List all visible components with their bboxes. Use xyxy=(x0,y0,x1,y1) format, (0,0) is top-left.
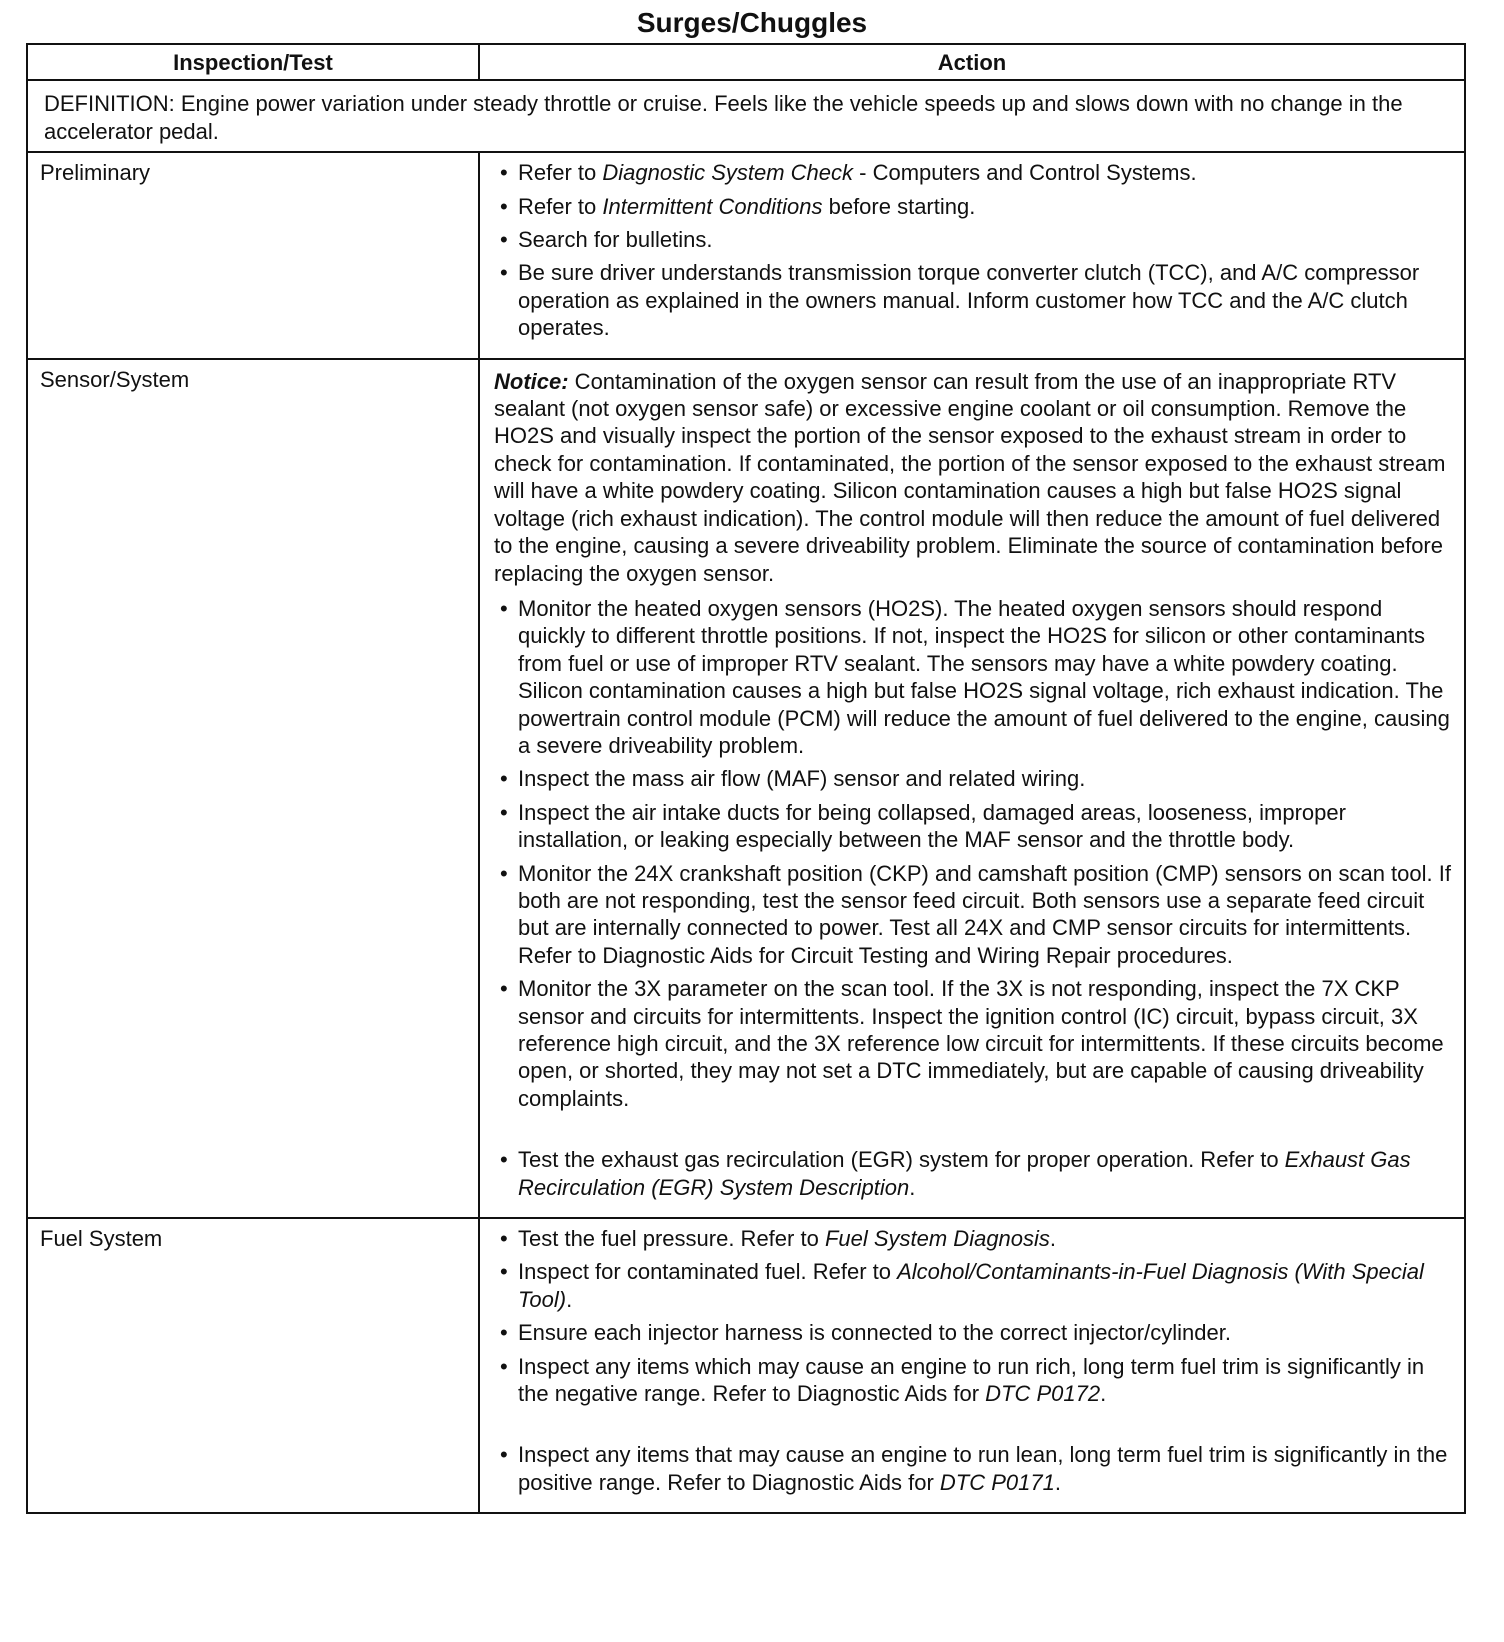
list-item: • Test the exhaust gas recirculation (EGR) system for proper operation. Refer to Exhaust Gas Recirculation (EGR) System Description. xyxy=(494,1146,1454,1201)
list-item: • Search for bulletins. xyxy=(494,226,1454,253)
row-label-sensor-system: Sensor/System xyxy=(27,359,479,1218)
list-item: • Inspect any items which may cause an engine to run rich, long term fuel trim is significantly in the negative range. Refer to Diagnostic Aids for DTC P0172. xyxy=(494,1353,1454,1408)
list-item: • Refer to Intermittent Conditions before starting. xyxy=(494,193,1454,220)
page-title: Surges/Chuggles xyxy=(636,7,868,38)
header-action: Action xyxy=(479,44,1465,80)
definition-row xyxy=(27,80,1465,152)
table-row-fuel-system xyxy=(27,1218,1465,1513)
list-item: • Ensure each injector harness is connected to the correct injector/cylinder. xyxy=(494,1319,1454,1346)
list-item: • Refer to Diagnostic System Check - Computers and Control Systems. xyxy=(494,159,1454,186)
action-cell-sensor-system xyxy=(479,359,1465,1218)
action-cell-preliminary xyxy=(479,152,1465,358)
list-item: • Monitor the 3X parameter on the scan tool. If the 3X is not responding, inspect the 7X CKP sensor and circuits for intermittents. Inspect the ignition control (IC) circuit, bypass circuit, 3X reference high circuit, and the 3X reference low circuit for intermittents. If these circuits become open, or shorted, they may not set a DTC immediately, but are capable of causing driveability complaints. xyxy=(494,975,1454,1112)
table-row-sensor-system xyxy=(27,359,1465,1218)
diagnosis-table xyxy=(26,43,1466,1514)
notice-label: Notice: xyxy=(494,368,569,394)
action-cell-fuel-system xyxy=(479,1218,1465,1513)
table-row-preliminary xyxy=(27,152,1465,358)
bullet-list xyxy=(494,1225,1454,1407)
notice-paragraph xyxy=(494,368,1454,587)
definition-text: DEFINITION: Engine power variation under steady throttle or cruise. Feels like the vehicle speeds up and slows down with no change in the accelerator pedal. xyxy=(27,80,1465,152)
header-row xyxy=(27,44,1465,80)
list-item: • Monitor the 24X crankshaft position (CKP) and camshaft position (CMP) sensors on scan tool. If both are not responding, test the sensor feed circuit. Both sensors use a separate feed circuit but are internally connected to power. Test all 24X and CMP sensor circuits for intermittents. Refer to Diagnostic Aids for Circuit Testing and Wiring Repair procedures. xyxy=(494,860,1454,970)
bullet-list xyxy=(494,1441,1454,1496)
list-item: • Inspect any items that may cause an engine to run lean, long term fuel trim is significantly in the positive range. Refer to Diagnostic Aids for DTC P0171. xyxy=(494,1441,1454,1496)
list-item: • Test the fuel pressure. Refer to Fuel System Diagnosis. xyxy=(494,1225,1454,1252)
spacer xyxy=(494,1413,1454,1441)
bullet-list xyxy=(494,159,1454,341)
list-item: • Monitor the heated oxygen sensors (HO2S). The heated oxygen sensors should respond quickly to different throttle positions. If not, inspect the HO2S for silicon or other contaminants from fuel or use of improper RTV sealant. The sensors may have a white powdery coating. Silicon contamination causes a high but false HO2S signal voltage, rich exhaust indication. The powertrain control module (PCM) will reduce the amount of fuel delivered to the engine, causing a severe driveability problem. xyxy=(494,595,1454,759)
list-item: • Inspect for contaminated fuel. Refer to Alcohol/Contaminants-in-Fuel Diagnosis (With Special Tool). xyxy=(494,1258,1454,1313)
list-item: • Inspect the mass air flow (MAF) sensor and related wiring. xyxy=(494,765,1454,792)
row-label-preliminary: Preliminary xyxy=(27,152,479,358)
list-item: • Inspect the air intake ducts for being collapsed, damaged areas, looseness, improper installation, or leaking especially between the MAF sensor and the throttle body. xyxy=(494,799,1454,854)
bullet-list xyxy=(494,595,1454,1112)
list-item: • Be sure driver understands transmission torque converter clutch (TCC), and A/C compressor operation as explained in the owners manual. Inform customer how TCC and the A/C clutch operates. xyxy=(494,259,1454,341)
spacer xyxy=(494,1118,1454,1146)
notice-text: Contamination of the oxygen sensor can result from the use of an inappropriate RTV sealant (not oxygen sensor safe) or excessive engine coolant or oil consumption. Remove the HO2S and visually inspect the portion of the sensor exposed to the exhaust stream in order to check for contamination. If contaminated, the portion of the sensor exposed to the exhaust stream will have a white powdery coating. Silicon contamination causes a high but false HO2S signal voltage (rich exhaust indication). The control module will then reduce the amount of fuel delivered to the engine, causing a severe driveability problem. Eliminate the source of contamination before replacing the oxygen sensor. xyxy=(494,368,1446,586)
row-label-fuel-system: Fuel System xyxy=(27,1218,479,1513)
header-inspection-test: Inspection/Test xyxy=(27,44,479,80)
bullet-list xyxy=(494,1146,1454,1201)
